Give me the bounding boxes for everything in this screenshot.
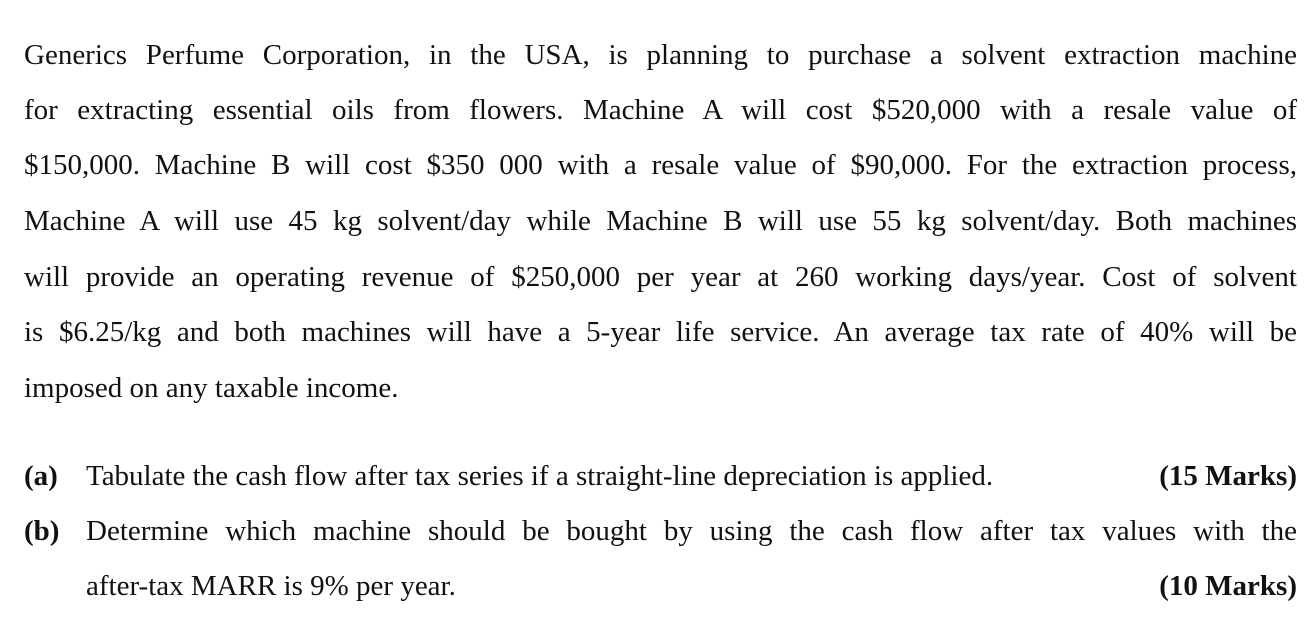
paragraph-line: for extracting essential oils from flowers. Machine A will cost $520,000 with a resale value of bbox=[24, 94, 1297, 126]
question-b-text-continued: after-tax MARR is 9% per year. bbox=[86, 570, 456, 602]
paragraph-line: imposed on any taxable income. bbox=[24, 372, 399, 404]
paragraph-line: is $6.25/kg and both machines will have a 5-year life service. An average tax rate of 40% will be bbox=[24, 316, 1297, 348]
question-b-row bbox=[24, 566, 1297, 606]
question-b-label: (b) bbox=[24, 515, 60, 547]
paragraph-line: $150,000. Machine B will cost $350 000 with a resale value of $90,000. For the extraction process, bbox=[24, 149, 1297, 181]
paragraph-line: Generics Perfume Corporation, in the USA, is planning to purchase a solvent extraction machine bbox=[24, 39, 1297, 71]
question-b-row bbox=[24, 511, 1297, 551]
paragraph-line: Machine A will use 45 kg solvent/day while Machine B will use 55 kg solvent/day. Both machines bbox=[24, 205, 1297, 237]
question-a-label: (a) bbox=[24, 460, 58, 492]
paragraph-line: will provide an operating revenue of $250,000 per year at 260 working days/year. Cost of solvent bbox=[24, 261, 1297, 293]
question-a-text: Tabulate the cash flow after tax series if a straight-line depreciation is applied. bbox=[86, 460, 994, 492]
question-a-marks: (15 Marks) bbox=[1159, 460, 1297, 492]
question-b-text: Determine which machine should be bought by using the cash flow after tax values with the bbox=[86, 515, 1297, 547]
question-b-marks: (10 Marks) bbox=[1159, 570, 1297, 602]
question-a-row bbox=[24, 456, 1297, 496]
